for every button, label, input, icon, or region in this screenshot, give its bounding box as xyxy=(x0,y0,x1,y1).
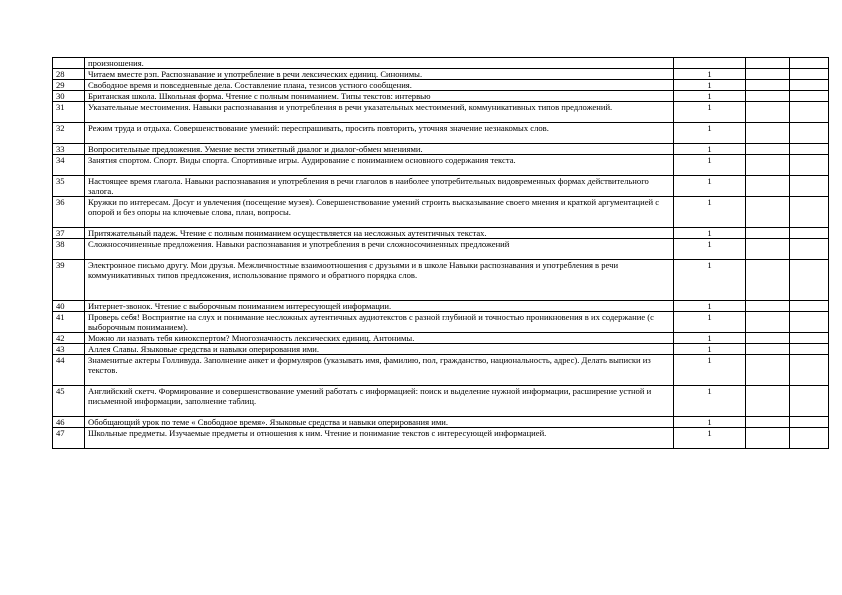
lesson-number-cell xyxy=(53,58,85,69)
lesson-hours-cell: 1 xyxy=(674,355,746,386)
lesson-hours-cell: 1 xyxy=(674,344,746,355)
empty-date-cell xyxy=(746,197,790,228)
table-row xyxy=(53,102,829,123)
lesson-number-cell: 38 xyxy=(53,239,85,260)
empty-date-cell xyxy=(746,312,790,333)
lesson-topic-cell: Интернет-звонок. Чтение с выборочным пониманием интересующей информации. xyxy=(85,301,674,312)
table-row xyxy=(53,355,829,386)
lesson-topic-cell: произношения. xyxy=(85,58,674,69)
lesson-number-cell: 32 xyxy=(53,123,85,144)
table-row xyxy=(53,260,829,301)
lesson-number-cell: 41 xyxy=(53,312,85,333)
empty-note-cell xyxy=(790,312,829,333)
lesson-hours-cell: 1 xyxy=(674,239,746,260)
lesson-number-cell: 37 xyxy=(53,228,85,239)
lesson-topic-cell: Притяжательный падеж. Чтение с полным пониманием осуществляется на несложных аутентичных текстах. xyxy=(85,228,674,239)
lesson-hours-cell: 1 xyxy=(674,417,746,428)
lesson-topic-cell: Электронное письмо другу. Мои друзья. Межличностные взаимоотношения с друзьями и в школе Навыки распознавания и употребления в речи коммуникативных типов предложения, использование прямого и обратного порядка слов. xyxy=(85,260,674,301)
lesson-hours-cell: 1 xyxy=(674,80,746,91)
empty-note-cell xyxy=(790,102,829,123)
table-row xyxy=(53,301,829,312)
lesson-topic-cell: Знаменитые актеры Голливуда. Заполнение анкет и формуляров (указывать имя, фамилию, пол, гражданство, национальность, адрес). Делать выписки из текстов. xyxy=(85,355,674,386)
empty-note-cell xyxy=(790,260,829,301)
table-row xyxy=(53,197,829,228)
lesson-hours-cell: 1 xyxy=(674,428,746,449)
table-row xyxy=(53,80,829,91)
lesson-topic-cell: Сложносочиненные предложения. Навыки распознавания и употребления в речи сложносочиненных предложений xyxy=(85,239,674,260)
lesson-topic-cell: Указательные местоимения. Навыки распознавания и употребления в речи указательных местоимений, коммуникативных типов предложений. xyxy=(85,102,674,123)
lesson-hours-cell: 1 xyxy=(674,260,746,301)
lesson-hours-cell: 1 xyxy=(674,123,746,144)
lesson-hours-cell: 1 xyxy=(674,228,746,239)
empty-date-cell xyxy=(746,239,790,260)
empty-date-cell xyxy=(746,155,790,176)
lesson-plan-body xyxy=(53,58,829,449)
lesson-number-cell: 36 xyxy=(53,197,85,228)
empty-note-cell xyxy=(790,301,829,312)
lesson-topic-cell: Занятия спортом. Спорт. Виды спорта. Спортивные игры. Аудирование с пониманием основного содержания текста. xyxy=(85,155,674,176)
empty-note-cell xyxy=(790,91,829,102)
table-row xyxy=(53,428,829,449)
table-row xyxy=(53,344,829,355)
table-row xyxy=(53,91,829,102)
empty-note-cell xyxy=(790,176,829,197)
empty-note-cell xyxy=(790,417,829,428)
empty-date-cell xyxy=(746,80,790,91)
table-row xyxy=(53,417,829,428)
lesson-hours-cell: 1 xyxy=(674,197,746,228)
empty-note-cell xyxy=(790,344,829,355)
table-row xyxy=(53,155,829,176)
lesson-number-cell: 30 xyxy=(53,91,85,102)
table-row xyxy=(53,333,829,344)
empty-note-cell xyxy=(790,428,829,449)
lesson-hours-cell: 1 xyxy=(674,312,746,333)
lesson-topic-cell: Школьные предметы. Изучаемые предметы и отношения к ним. Чтение и понимание текстов с интересующей информацией. xyxy=(85,428,674,449)
lesson-number-cell: 43 xyxy=(53,344,85,355)
lesson-number-cell: 35 xyxy=(53,176,85,197)
empty-date-cell xyxy=(746,144,790,155)
lesson-hours-cell: 1 xyxy=(674,333,746,344)
empty-note-cell xyxy=(790,228,829,239)
table-row xyxy=(53,386,829,417)
empty-note-cell xyxy=(790,355,829,386)
lesson-topic-cell: Режим труда и отдыха. Совершенствование умений: переспрашивать, просить повторить, уточняя значение незнакомых слов. xyxy=(85,123,674,144)
lesson-topic-cell: Обобщающий урок по теме « Свободное время». Языковые средства и навыки оперирования ими. xyxy=(85,417,674,428)
empty-note-cell xyxy=(790,386,829,417)
lesson-number-cell: 45 xyxy=(53,386,85,417)
empty-date-cell xyxy=(746,417,790,428)
lesson-hours-cell: 1 xyxy=(674,102,746,123)
empty-note-cell xyxy=(790,69,829,80)
empty-date-cell xyxy=(746,260,790,301)
lesson-hours-cell: 1 xyxy=(674,176,746,197)
lesson-topic-cell: Настоящее время глагола. Навыки распознавания и употребления в речи глаголов в наиболее употребительных видовременных формах действительного залога. xyxy=(85,176,674,197)
lesson-number-cell: 44 xyxy=(53,355,85,386)
empty-date-cell xyxy=(746,69,790,80)
lesson-plan-table xyxy=(52,57,829,449)
lesson-hours-cell: 1 xyxy=(674,386,746,417)
lesson-number-cell: 42 xyxy=(53,333,85,344)
lesson-topic-cell: Английский скетч. Формирование и совершенствование умений работать с информацией: поиск и выделение нужной информации, расширение устной и письменной информации, заполнение таблиц. xyxy=(85,386,674,417)
empty-note-cell xyxy=(790,144,829,155)
lesson-number-cell: 28 xyxy=(53,69,85,80)
lesson-hours-cell: 1 xyxy=(674,155,746,176)
lesson-hours-cell: 1 xyxy=(674,69,746,80)
lesson-topic-cell: Вопросительные предложения. Умение вести этикетный диалог и диалог-обмен мнениями. xyxy=(85,144,674,155)
lesson-topic-cell: Свободное время и повседневные дела. Составление плана, тезисов устного сообщения. xyxy=(85,80,674,91)
empty-date-cell xyxy=(746,228,790,239)
table-row xyxy=(53,58,829,69)
table-row xyxy=(53,228,829,239)
lesson-topic-cell: Проверь себя! Восприятие на слух и понимание несложных аутентичных аудиотекстов с разной глубиной и точностью проникновения в их содержание (с выборочным пониманием). xyxy=(85,312,674,333)
lesson-number-cell: 31 xyxy=(53,102,85,123)
empty-date-cell xyxy=(746,344,790,355)
empty-date-cell xyxy=(746,428,790,449)
lesson-hours-cell: 1 xyxy=(674,144,746,155)
table-row xyxy=(53,123,829,144)
lesson-number-cell: 46 xyxy=(53,417,85,428)
lesson-number-cell: 34 xyxy=(53,155,85,176)
table-row xyxy=(53,176,829,197)
table-row xyxy=(53,144,829,155)
lesson-topic-cell: Читаем вместе рэп. Распознавание и употребление в речи лексических единиц. Синонимы. xyxy=(85,69,674,80)
lesson-number-cell: 33 xyxy=(53,144,85,155)
lesson-hours-cell: 1 xyxy=(674,301,746,312)
empty-date-cell xyxy=(746,123,790,144)
empty-date-cell xyxy=(746,355,790,386)
lesson-topic-cell: Кружки по интересам. Досуг и увлечения (посещение музея). Совершенствование умений строить высказывание своего мнения и краткой аргументацией с опорой и без опоры на ключевые слова, план, вопросы. xyxy=(85,197,674,228)
empty-note-cell xyxy=(790,58,829,69)
lesson-number-cell: 47 xyxy=(53,428,85,449)
lesson-number-cell: 39 xyxy=(53,260,85,301)
empty-date-cell xyxy=(746,58,790,69)
empty-date-cell xyxy=(746,386,790,417)
empty-note-cell xyxy=(790,239,829,260)
empty-date-cell xyxy=(746,176,790,197)
lesson-topic-cell: Британская школа. Школьная форма. Чтение с полным пониманием. Типы текстов: интервью xyxy=(85,91,674,102)
empty-date-cell xyxy=(746,301,790,312)
empty-note-cell xyxy=(790,80,829,91)
empty-note-cell xyxy=(790,155,829,176)
empty-note-cell xyxy=(790,197,829,228)
lesson-number-cell: 40 xyxy=(53,301,85,312)
lesson-hours-cell xyxy=(674,58,746,69)
table-row xyxy=(53,312,829,333)
empty-note-cell xyxy=(790,123,829,144)
empty-date-cell xyxy=(746,102,790,123)
lesson-number-cell: 29 xyxy=(53,80,85,91)
lesson-topic-cell: Аллея Славы. Языковые средства и навыки оперирования ими. xyxy=(85,344,674,355)
lesson-hours-cell: 1 xyxy=(674,91,746,102)
table-row xyxy=(53,239,829,260)
empty-date-cell xyxy=(746,91,790,102)
lesson-topic-cell: Можно ли назвать тебя кинокспертом? Многозначность лексических единиц. Антонимы. xyxy=(85,333,674,344)
table-row xyxy=(53,69,829,80)
empty-note-cell xyxy=(790,333,829,344)
empty-date-cell xyxy=(746,333,790,344)
